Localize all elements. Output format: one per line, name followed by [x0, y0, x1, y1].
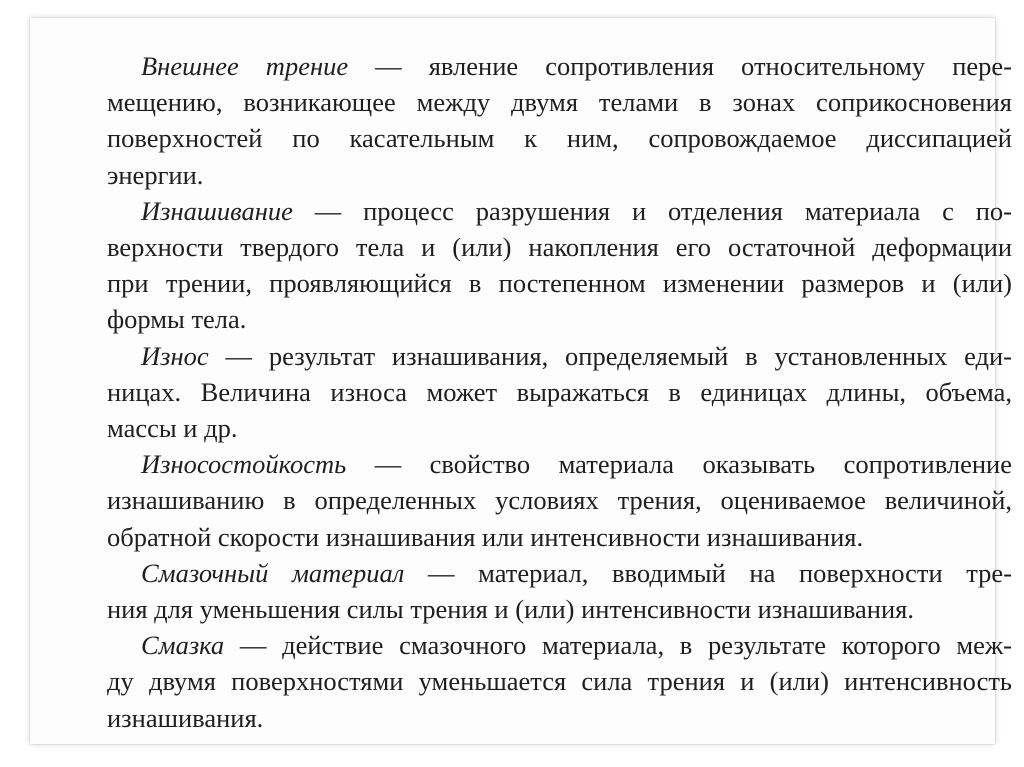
paragraph-line: энергии. — [107, 159, 204, 190]
paragraph-line: поверхностей по касательным к ним, сопровождаемое диссипацией — [107, 123, 1012, 154]
paragraph-line: при трении, проявляющийся в постепенном изменении размеров и (или) — [107, 268, 1012, 299]
paragraph-line — [107, 48, 1012, 84]
paragraph-line — [107, 555, 1012, 591]
paragraph-wear — [107, 338, 1012, 447]
definition-text: — процесс разрушения и отделения материала с по- — [292, 195, 1012, 226]
paragraph-line: верхности твердого тела и (или) накопления его остаточной деформации — [107, 232, 1012, 263]
paragraph-line: мещению, возникающее между двумя телами в зонах соприкосновения — [107, 87, 1012, 118]
paragraph-line — [107, 193, 1012, 229]
paragraph-line — [107, 338, 1012, 374]
paragraph-lubrication — [107, 627, 1012, 736]
paragraph-line: обратной скорости изнашивания или интенсивности изнашивания. — [107, 521, 864, 552]
paragraph-line: формы тела. — [107, 304, 247, 335]
paragraph-lubricant — [107, 555, 1012, 627]
document-frame — [30, 18, 1012, 744]
paragraph-line — [107, 446, 1012, 482]
definition-term: Смазочный материал — [141, 557, 405, 588]
paragraph-line: ду двумя поверхностями уменьшается сила трения и (или) интенсивность — [107, 666, 1012, 697]
definition-term: Смазка — [141, 630, 225, 661]
paragraph-line: массы и др. — [107, 413, 238, 444]
definition-term: Изнашивание — [141, 195, 293, 226]
definition-term: Внешнее трение — [141, 51, 349, 81]
paragraph-line — [107, 627, 1012, 663]
definition-text: — действие смазочного материала, в результате которого меж- — [224, 630, 1012, 661]
paragraph-line: изнашивания. — [107, 702, 264, 733]
paragraph-external-friction — [107, 48, 1012, 193]
definition-text: — явление сопротивления относительному пере- — [348, 51, 1012, 81]
paragraph-wear-process — [107, 193, 1012, 338]
paragraph-wear-resistance — [107, 446, 1012, 555]
definition-term: Износостойкость — [141, 449, 347, 480]
definition-text: — результат изнашивания, определяемый в установленных еди- — [208, 340, 1012, 371]
definition-text: — материал, вводимый на поверхности тре- — [404, 557, 1012, 588]
definition-term: Износ — [141, 340, 209, 371]
paragraph-line: изнашиванию в определенных условиях трения, оцениваемое величиной, — [107, 485, 1012, 516]
definition-text: — свойство материала оказывать сопротивление — [346, 449, 1012, 480]
document-text — [107, 48, 1012, 736]
paragraph-line: ния для уменьшения силы трения и (или) интенсивности изнашивания. — [107, 594, 914, 625]
paragraph-line: ницах. Величина износа может выражаться в единицах длины, объема, — [107, 376, 1012, 407]
